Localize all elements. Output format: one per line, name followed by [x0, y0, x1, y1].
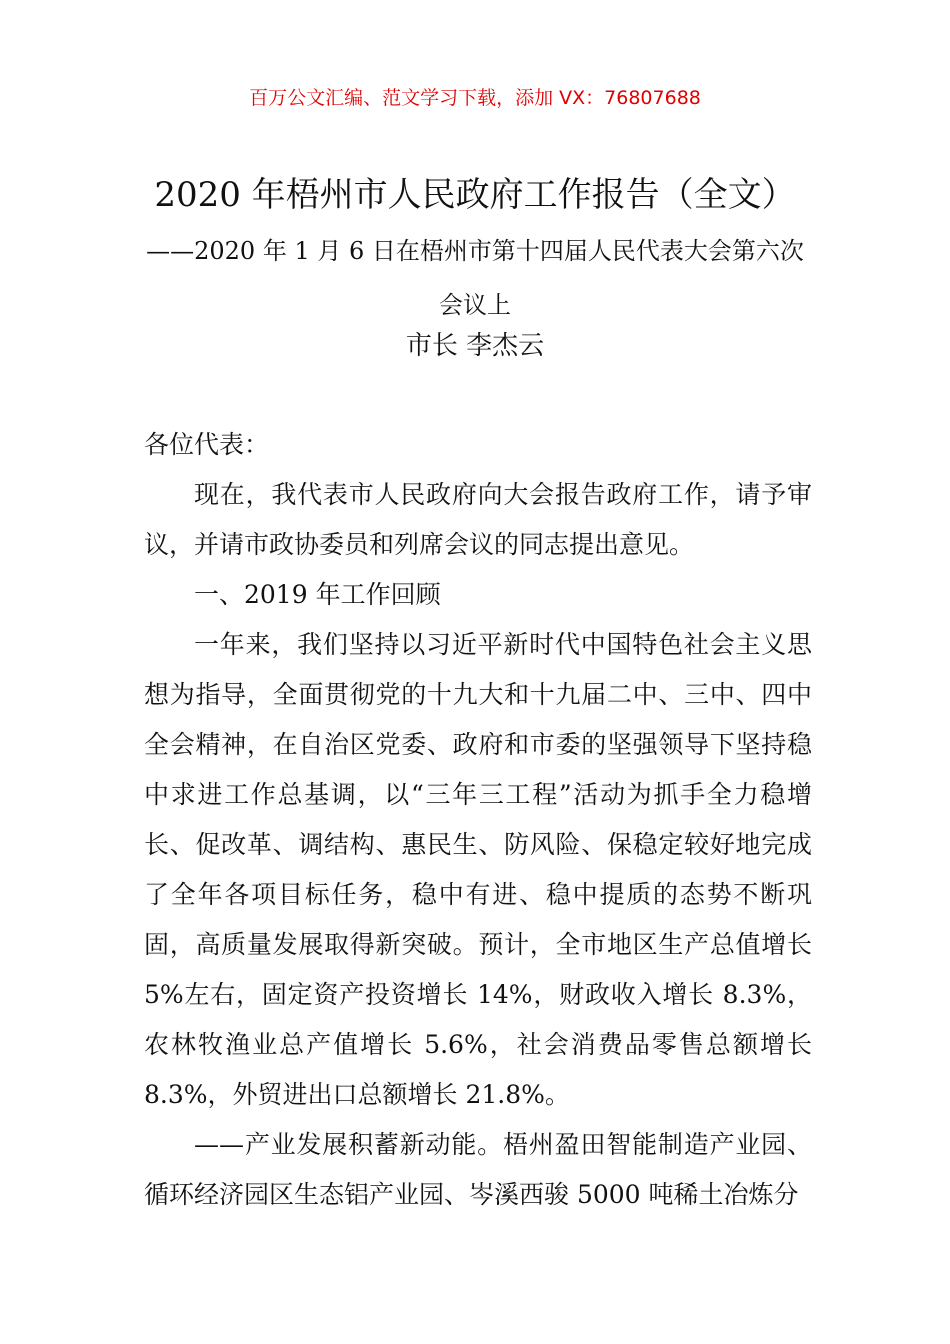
document-title: 2020 年梧州市人民政府工作报告（全文）: [154, 175, 796, 215]
document-author: 市长 李杰云: [405, 331, 545, 361]
paragraph: 一年来，我们坚持以习近平新时代中国特色社会主义思想为指导，全面贯彻党的十九大和十九届二中、三中、四中全会精神，在自治区党委、政府和市委的坚强领导下坚持稳中求进工作总基调，以“三年三工程”活动为抓手全力稳增长、促改革、调结构、惠民生、防风险、保稳定较好地完成了全年各项目标任务，稳中有进、稳中提质的态势不断巩固，高质量发展取得新突破。预计，全市地区生产总值增长 5%左右，固定资产投资增长 14%，财政收入增长 8.3%，农林牧渔业总产值增长 5.6%，社会消费品零售总额增长 8.3%，外贸进出口总额增长 21.8%。: [144, 630, 812, 1109]
document-subtitle: ——2020 年 1 月 6 日在梧州市第十四届人民代表大会第六次会议上: [146, 237, 804, 319]
document-body: [144, 420, 812, 1220]
paragraph: ——产业发展积蓄新动能。梧州盈田智能制造产业园、循环经济园区生态铝产业园、岑溪西骏 5000 吨稀土冶炼分: [144, 1130, 812, 1209]
section-heading: 一、2019 年工作回顾: [194, 580, 441, 609]
paragraph: 现在，我代表市人民政府向大会报告政府工作，请予审议，并请市政协委员和列席会议的同志提出意见。: [144, 480, 812, 559]
watermark-banner: 百万公文汇编、范文学习下载，添加 VX：76807688: [249, 87, 701, 109]
salutation: 各位代表：: [144, 430, 270, 459]
